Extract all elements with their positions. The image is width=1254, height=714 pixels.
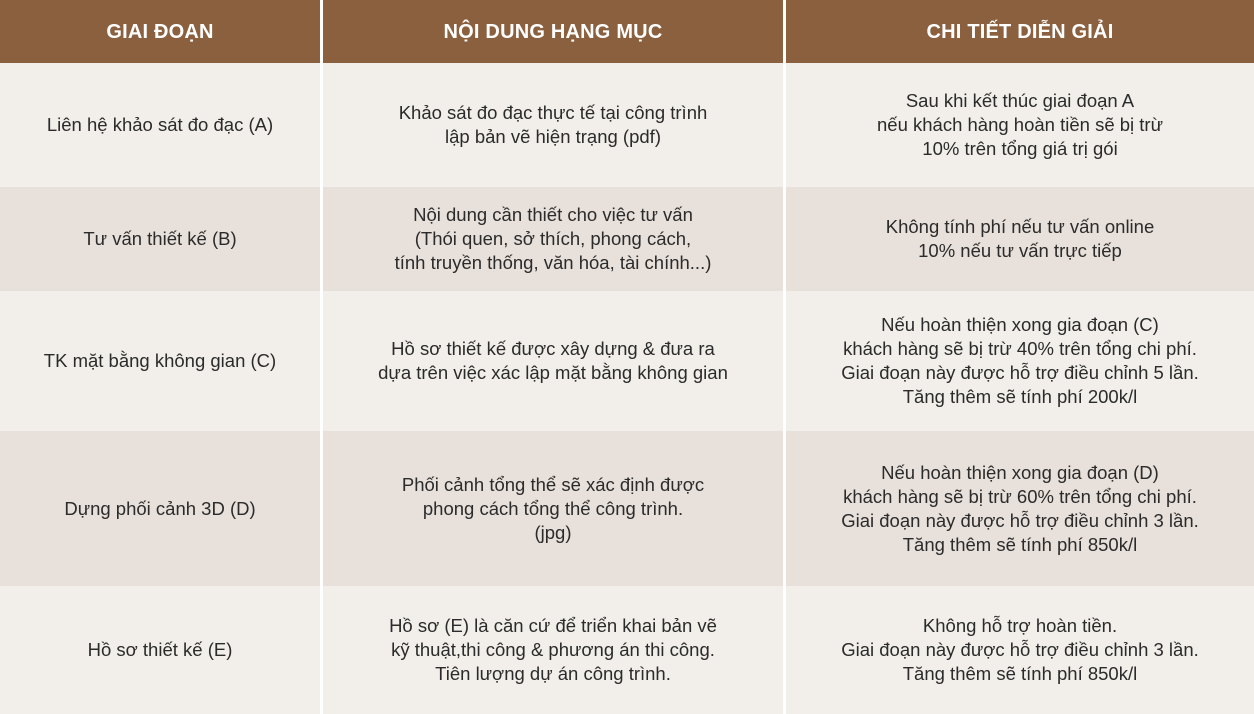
- header-stage: GIAI ĐOẠN: [0, 0, 323, 63]
- row-e-detail: Không hỗ trợ hoàn tiền. Giai đoạn này được hỗ trợ điều chỉnh 3 lần. Tăng thêm sẽ tính phí 850k/l: [786, 586, 1254, 714]
- row-b-content: Nội dung cần thiết cho việc tư vấn (Thói quen, sở thích, phong cách, tính truyền thống, văn hóa, tài chính...): [323, 187, 786, 291]
- row-b-detail: Không tính phí nếu tư vấn online 10% nếu tư vấn trực tiếp: [786, 187, 1254, 291]
- header-detail: CHI TIẾT DIỄN GIẢI: [786, 0, 1254, 63]
- header-content: NỘI DUNG HẠNG MỤC: [323, 0, 786, 63]
- row-a-detail: Sau khi kết thúc giai đoạn A nếu khách hàng hoàn tiền sẽ bị trừ 10% trên tổng giá trị gói: [786, 63, 1254, 187]
- row-e-stage: Hồ sơ thiết kế (E): [0, 586, 323, 714]
- row-c-stage: TK mặt bằng không gian (C): [0, 291, 323, 431]
- row-e-content: Hồ sơ (E) là căn cứ để triển khai bản vẽ kỹ thuật,thi công & phương án thi công. Tiên lượng dự án công trình.: [323, 586, 786, 714]
- row-d-content: Phối cảnh tổng thể sẽ xác định được phong cách tổng thể công trình. (jpg): [323, 431, 786, 586]
- row-b-stage: Tư vấn thiết kế (B): [0, 187, 323, 291]
- row-c-detail: Nếu hoàn thiện xong gia đoạn (C) khách hàng sẽ bị trừ 40% trên tổng chi phí. Giai đoạn này được hỗ trợ điều chỉnh 5 lần. Tăng thêm sẽ tính phí 200k/l: [786, 291, 1254, 431]
- row-a-content: Khảo sát đo đạc thực tế tại công trình lập bản vẽ hiện trạng (pdf): [323, 63, 786, 187]
- row-d-stage: Dựng phối cảnh 3D (D): [0, 431, 323, 586]
- row-a-stage: Liên hệ khảo sát đo đạc (A): [0, 63, 323, 187]
- row-d-detail: Nếu hoàn thiện xong gia đoạn (D) khách hàng sẽ bị trừ 60% trên tổng chi phí. Giai đoạn này được hỗ trợ điều chỉnh 3 lần. Tăng thêm sẽ tính phí 850k/l: [786, 431, 1254, 586]
- row-c-content: Hồ sơ thiết kế được xây dựng & đưa ra dựa trên việc xác lập mặt bằng không gian: [323, 291, 786, 431]
